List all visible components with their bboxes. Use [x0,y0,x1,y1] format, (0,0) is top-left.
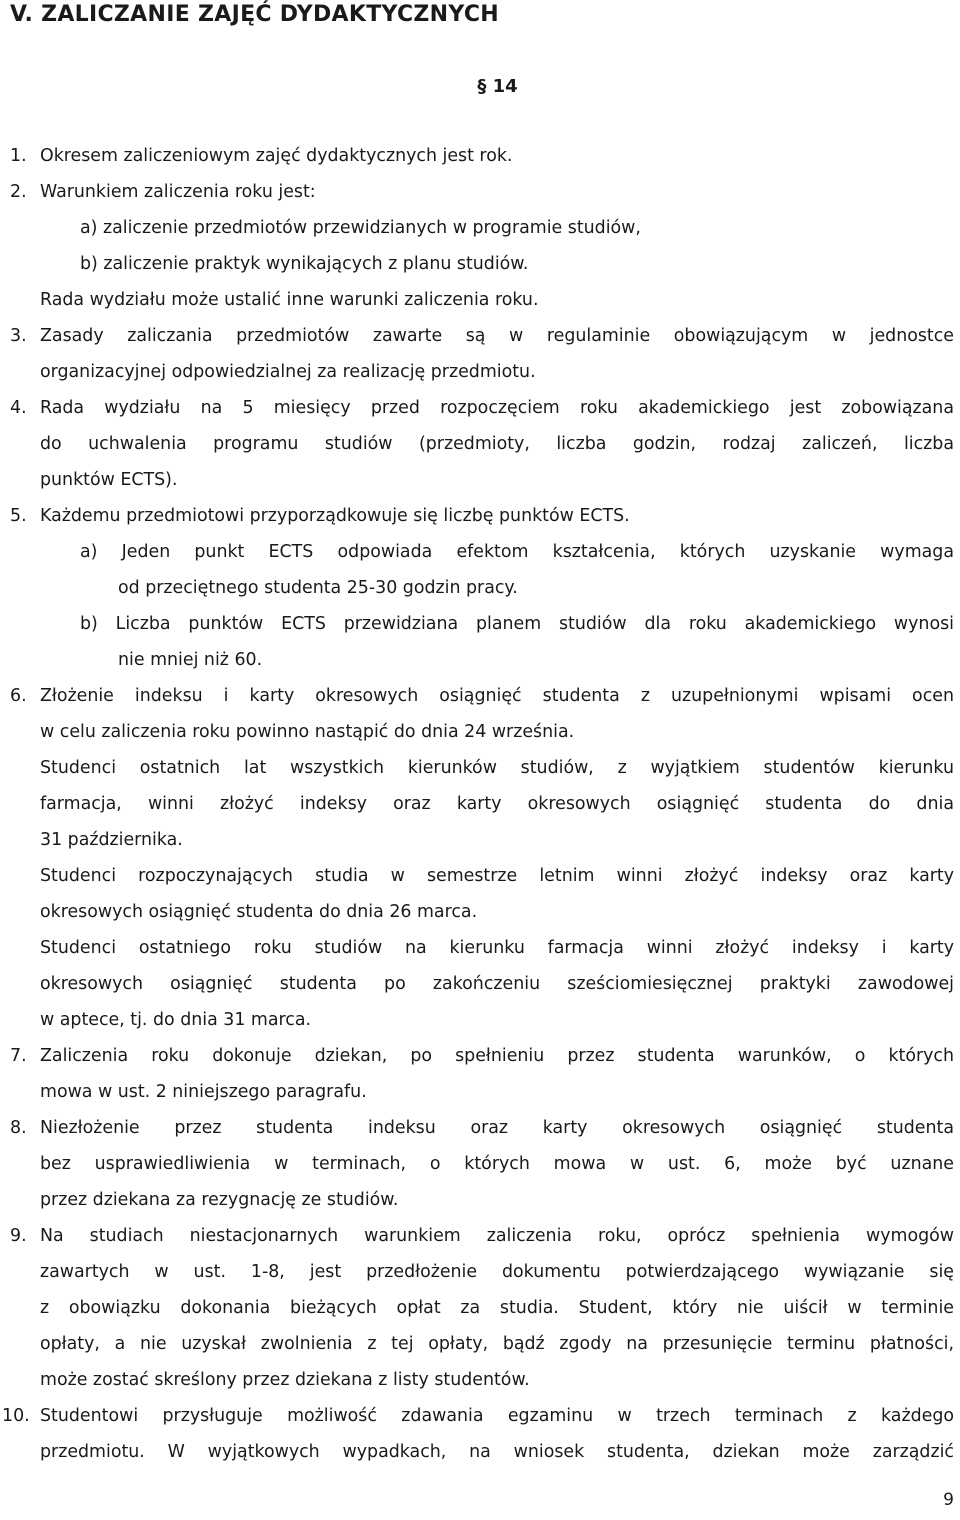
paragraph-line: Zasady zaliczania przedmiotów zawarte są w regulaminie obowiązującym w jednostce [40,326,954,346]
item-number: 7. [10,1046,27,1066]
paragraph-line: mowa w ust. 2 niniejszego paragrafu. [40,1082,367,1102]
paragraph-line: okresowych osiągnięć studenta po zakończeniu sześciomiesięcznej praktyki zawodowej [40,974,954,994]
paragraph-line: Okresem zaliczeniowym zajęć dydaktycznych jest rok. [40,146,513,166]
paragraph-line: organizacyjnej odpowiedzialnej za realizację przedmiotu. [40,362,536,382]
paragraph-line: Niezłożenie przez studenta indeksu oraz karty okresowych osiągnięć studenta [40,1118,954,1138]
item-number: 4. [10,398,27,418]
sub-item-line: a) Jeden punkt ECTS odpowiada efektom kształcenia, których uzyskanie wymaga [80,542,954,562]
section-heading [0,76,960,97]
paragraph-line: do uchwalenia programu studiów (przedmioty, liczba godzin, rodzaj zaliczeń, liczba [40,434,954,454]
paragraph-line: przez dziekana za rezygnację ze studiów. [40,1190,399,1210]
item-number: 9. [10,1226,27,1246]
paragraph-line: bez usprawiedliwienia w terminach, o których mowa w ust. 6, może być uznane [40,1154,954,1174]
paragraph-line: Złożenie indeksu i karty okresowych osiągnięć studenta z uzupełnionymi wpisami ocen [40,686,954,706]
paragraph-line: może zostać skreślony przez dziekana z listy studentów. [40,1370,530,1390]
paragraph-line: Studenci ostatniego roku studiów na kierunku farmacja winni złożyć indeksy i karty [40,938,954,958]
item-number: 1. [10,146,27,166]
paragraph-line: przedmiotu. W wyjątkowych wypadkach, na wniosek studenta, dziekan może zarządzić [40,1442,954,1462]
paragraph-line: w celu zaliczenia roku powinno nastąpić do dnia 24 września. [40,722,575,742]
sub-item-line: b) Liczba punktów ECTS przewidziana planem studiów dla roku akademickiego wynosi [80,614,954,634]
sub-item-line: nie mniej niż 60. [118,650,263,670]
item-number: 10. [2,1406,30,1426]
paragraph-line: okresowych osiągnięć studenta do dnia 26 marca. [40,902,478,922]
paragraph-line: Rada wydziału na 5 miesięcy przed rozpoczęciem roku akademickiego jest zobowiązana [40,398,954,418]
paragraph-line: opłaty, a nie uzyskał zwolnienia z tej opłaty, bądź zgody na przesunięcie terminu płatności, [40,1334,954,1354]
sub-item-line: a) zaliczenie przedmiotów przewidzianych w programie studiów, [80,218,641,238]
item-number: 8. [10,1118,27,1138]
sub-item-line: b) zaliczenie praktyk wynikających z planu studiów. [80,254,529,274]
item-number: 3. [10,326,27,346]
paragraph-line: Studenci ostatnich lat wszystkich kierunków studiów, z wyjątkiem studentów kierunku [40,758,954,778]
paragraph-line: Warunkiem zaliczenia roku jest: [40,182,316,202]
paragraph-line: 31 października. [40,830,183,850]
item-number: 2. [10,182,27,202]
item-number: 6. [10,686,27,706]
paragraph-line: zawartych w ust. 1-8, jest przedłożenie dokumentu potwierdzającego wywiązanie się [40,1262,954,1282]
paragraph-line: Rada wydziału może ustalić inne warunki zaliczenia roku. [40,290,539,310]
sub-item-line: od przeciętnego studenta 25-30 godzin pracy. [118,578,518,598]
page-number: 9 [943,1490,954,1510]
paragraph-line: Zaliczenia roku dokonuje dziekan, po spełnieniu przez studenta warunków, o których [40,1046,954,1066]
paragraph-line: farmacja, winni złożyć indeksy oraz karty okresowych osiągnięć studenta do dnia [40,794,954,814]
paragraph-line: Studenci rozpoczynających studia w semestrze letnim winni złożyć indeksy oraz karty [40,866,954,886]
paragraph-line: Na studiach niestacjonarnych warunkiem zaliczenia roku, oprócz spełnienia wymogów [40,1226,954,1246]
paragraph-line: Studentowi przysługuje możliwość zdawania egzaminu w trzech terminach z każdego [40,1406,954,1426]
paragraph-line: punktów ECTS). [40,470,178,490]
chapter-title: V. ZALICZANIE ZAJĘĆ DYDAKTYCZNYCH [10,2,499,27]
paragraph-line: Każdemu przedmiotowi przyporządkowuje się liczbę punktów ECTS. [40,506,630,526]
paragraph-line: z obowiązku dokonania bieżących opłat za studia. Student, który nie uiścił w terminie [40,1298,954,1318]
paragraph-line: w aptece, tj. do dnia 31 marca. [40,1010,312,1030]
item-number: 5. [10,506,27,526]
section-number: § 14 [477,76,518,97]
